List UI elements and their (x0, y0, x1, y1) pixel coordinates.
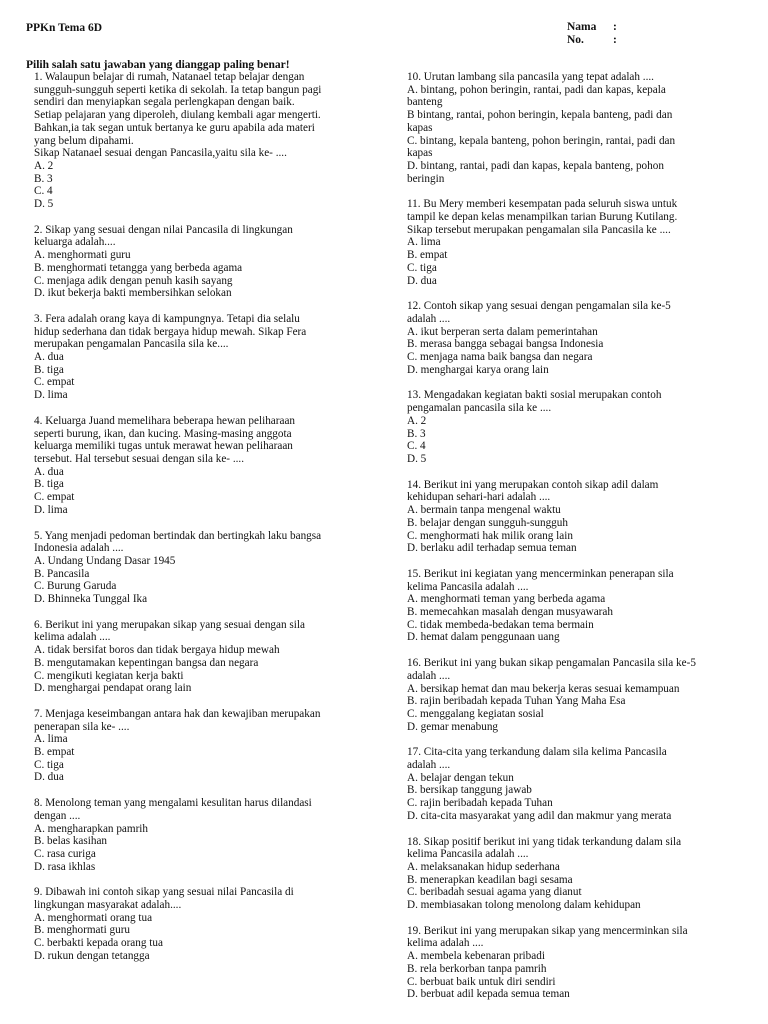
question-item (407, 568, 752, 644)
answer-option: A. ikut berperan serta dalam pemerintahan (407, 325, 598, 338)
answer-option: D. 5 (407, 452, 427, 465)
answer-option: C. empat (34, 376, 75, 389)
question-item (34, 530, 379, 606)
answer-option: C. tiga (34, 758, 64, 771)
answer-option: D. rukun dengan tetangga (34, 949, 150, 962)
answer-option: D. bintang, rantai, padi dan kapas, kepala banteng, pohon beringin (407, 159, 664, 185)
answer-option: C. mengikuti kegiatan kerja bakti (34, 669, 184, 682)
answer-option: C. empat (34, 491, 75, 504)
answer-option: B. mengutamakan kepentingan bangsa dan negara (34, 656, 259, 669)
answer-option: B. menghormati guru (34, 924, 131, 937)
answer-option: C. Burung Garuda (34, 580, 117, 593)
answer-option: C. menggalang kegiatan sosial (407, 707, 544, 720)
answer-option: D. hemat dalam penggunaan uang (407, 631, 560, 644)
question-item (34, 619, 379, 695)
answer-option: B. memecahkan masalah dengan musyawarah (407, 606, 613, 619)
answer-option: C. rasa curiga (34, 847, 96, 860)
answer-option: C. 4 (34, 185, 53, 198)
answer-option: B. menghormati tetangga yang berbeda agama (34, 261, 243, 274)
answer-option: D. dua (407, 274, 437, 287)
instruction: Pilih salah satu jawaban yang dianggap paling benar! (26, 59, 290, 71)
question-item (407, 389, 752, 465)
question-item (34, 224, 379, 300)
answer-option: A. Undang Undang Dasar 1945 (34, 554, 176, 567)
answer-option: A. bersikap hemat dan mau bekerja keras sesuai kemampuan (407, 682, 680, 695)
question-item (34, 708, 379, 784)
question-stem: 1. Walaupun belajar di rumah, Natanael tetap belajar dengan sungguh-sungguh seperti ketika di sekolah. Ia tetap bangun pagi sendiri dan menyiapkan segala perlengkapan dengan baik. Setiap pelajaran yang diperoleh, diulang kembali agar mengerti. Bahkan,ia tak segan untuk bertanya ke guru apabila ada materi yang belum dipahami. Sikap Natanael sesuai dengan Pancasila,yaitu sila ke- .... (34, 71, 322, 160)
answer-option: C. menjaga nama baik bangsa dan negara (407, 351, 593, 364)
student-info (567, 21, 617, 47)
question-stem: 2. Sikap yang sesuai dengan nilai Pancasila di lingkungan keluarga adalah.... (34, 223, 293, 249)
answer-option: A. menghormati guru (34, 249, 131, 262)
answer-option: D. membiasakan tolong menolong dalam kehidupan (407, 899, 641, 912)
answer-option: B. Pancasila (34, 567, 90, 580)
answer-option: A. dua (34, 465, 64, 478)
question-stem: 10. Urutan lambang sila pancasila yang tepat adalah .... (407, 71, 654, 83)
question-stem: 15. Berikut ini kegiatan yang mencerminkan penerapan sila kelima Pancasila adalah .... (407, 567, 674, 593)
question-stem: 14. Berikut ini yang merupakan contoh sikap adil dalam kehidupan sehari-hari adalah .... (407, 478, 659, 504)
answer-option: B. tiga (34, 363, 64, 376)
answer-option: B. merasa bangga sebagai bangsa Indonesia (407, 338, 604, 351)
answer-option: B. belas kasihan (34, 835, 108, 848)
answer-option: B. tiga (34, 478, 64, 491)
question-stem: 13. Mengadakan kegiatan bakti sosial merupakan contoh pengamalan pancasila sila ke .... (407, 389, 662, 415)
answer-option: B. rajin beribadah kepada Tuhan Yang Maha Esa (407, 695, 626, 708)
answer-option: D. lima (34, 389, 68, 402)
answer-option: B. menerapkan keadilan bagi sesama (407, 873, 573, 886)
answer-option: A. membela kebenaran pribadi (407, 950, 545, 963)
answer-option: D. cita-cita masyarakat yang adil dan makmur yang merata (407, 809, 672, 822)
answer-option: A. dua (34, 351, 64, 364)
question-stem: 4. Keluarga Juand memelihara beberapa hewan peliharaan seperti burung, ikan, dan kucing. Masing-masing anggota keluarga memiliki tugas untuk merawat hewan peliharaan tersebut. Hal tersebut sesuai dengan sila ke- .... (34, 414, 296, 465)
question-stem: 6. Berikut ini yang merupakan sikap yang sesuai dengan sila kelima adalah .... (34, 618, 305, 644)
answer-option: D. Bhinneka Tunggal Ika (34, 593, 148, 606)
question-stem: 5. Yang menjadi pedoman bertindak dan bertingkah laku bangsa Indonesia adalah .... (34, 529, 322, 555)
question-item (407, 746, 752, 822)
question-item (407, 479, 752, 555)
answer-option: D. ikut bekerja bakti membersihkan selokan (34, 287, 232, 300)
number-separator: : (613, 34, 617, 46)
answer-option: D. dua (34, 771, 64, 784)
answer-option: D. 5 (34, 198, 54, 211)
question-stem: 19. Berikut ini yang merupakan sikap yang mencerminkan sila kelima adalah .... (407, 924, 688, 950)
question-stem: 11. Bu Mery memberi kesempatan pada seluruh siswa untuk tampil ke depan kelas menampilkan tarian Burung Kutilang. Sikap tersebut merupakan pengamalan sila Pancasila ke .... (407, 198, 678, 236)
answer-option: D. menghargai pendapat orang lain (34, 682, 192, 695)
answer-option: A. tidak bersifat boros dan tidak bergaya hidup mewah (34, 644, 280, 657)
answer-option: C. 4 (407, 440, 426, 453)
answer-option: A. belajar dengan tekun (407, 771, 514, 784)
question-item (407, 300, 752, 376)
answer-option: B. bersikap tanggung jawab (407, 784, 532, 797)
answer-option: B. 3 (407, 427, 426, 440)
answer-option: C. tiga (407, 261, 437, 274)
answer-option: A. mengharapkan pamrih (34, 822, 149, 835)
name-label: Nama (567, 21, 597, 33)
question-item (34, 415, 379, 517)
worksheet-title: PPKn Tema 6D (26, 22, 103, 34)
question-item (34, 797, 379, 873)
answer-option: A. bermain tanpa mengenal waktu (407, 504, 561, 517)
answer-option: C. berbuat baik untuk diri sendiri (407, 975, 556, 988)
question-stem: 17. Cita-cita yang terkandung dalam sila kelima Pancasila adalah .... (407, 746, 667, 772)
name-separator: : (613, 21, 617, 33)
answer-option: B. 3 (34, 172, 53, 185)
answer-option: D. gemar menabung (407, 720, 499, 733)
answer-option: A. lima (407, 236, 441, 249)
answer-option: B bintang, rantai, pohon beringin, kepala banteng, padi dan kapas (407, 109, 673, 134)
answer-option: C. rajin beribadah kepada Tuhan (407, 797, 553, 810)
question-stem: 9. Dibawah ini contoh sikap yang sesuai nilai Pancasila di lingkungan masyarakat adalah.... (34, 886, 294, 912)
number-row (567, 34, 617, 47)
left-column (34, 71, 379, 976)
question-stem: 7. Menjaga keseimbangan antara hak dan kewajiban merupakan penerapan sila ke- .... (34, 707, 321, 733)
question-stem: 16. Berikut ini yang bukan sikap pengamalan Pancasila sila ke-5 adalah .... (407, 657, 696, 682)
answer-option: C. bintang, kepala banteng, pohon beringin, rantai, padi dan kapas (407, 134, 676, 160)
answer-option: A. menghormati orang tua (34, 911, 153, 924)
question-stem: 8. Menolong teman yang mengalami kesulitan harus dilandasi dengan .... (34, 797, 312, 822)
answer-option: D. berbuat adil kepada semua teman (407, 988, 570, 1001)
question-item (407, 71, 752, 185)
name-row (567, 21, 617, 34)
answer-option: B. empat (407, 249, 448, 262)
answer-option: A. menghormati teman yang berbeda agama (407, 593, 606, 606)
question-item (407, 836, 752, 912)
answer-option: C. menjaga adik dengan penuh kasih sayang (34, 274, 233, 287)
question-stem: 3. Fera adalah orang kaya di kampungnya. Tetapi dia selalu hidup sederhana dan tidak bergaya hidup mewah. Sikap Fera merupakan pengamalan Pancasila sila ke.... (34, 312, 307, 351)
answer-option: A. lima (34, 733, 68, 746)
answer-option: B. belajar dengan sungguh-sungguh (407, 516, 568, 529)
answer-option: C. tidak membeda-bedakan tema bermain (407, 618, 594, 631)
answer-option: A. melaksanakan hidup sederhana (407, 860, 560, 873)
answer-option: D. berlaku adil terhadap semua teman (407, 542, 577, 555)
question-item (34, 313, 379, 402)
answer-option: D. lima (34, 503, 68, 516)
answer-option: D. rasa ikhlas (34, 860, 96, 873)
answer-option: D. menghargai karya orang lain (407, 363, 549, 376)
answer-option: B. rela berkorban tanpa pamrih (407, 962, 547, 975)
answer-option: A. bintang, pohon beringin, rantai, padi dan kapas, kepala banteng (407, 83, 666, 109)
question-stem: 18. Sikap positif berikut ini yang tidak terkandung dalam sila kelima Pancasila adalah .... (407, 835, 682, 861)
answer-option: B. empat (34, 746, 75, 759)
answer-option: A. 2 (34, 159, 54, 172)
question-item (407, 925, 752, 1001)
question-item (34, 886, 379, 962)
question-item (34, 71, 379, 211)
question-item (407, 657, 752, 733)
question-stem: 12. Contoh sikap yang sesuai dengan pengamalan sila ke-5 adalah .... (407, 300, 671, 325)
answer-option: A. 2 (407, 414, 427, 427)
answer-option: C. berbakti kepada orang tua (34, 937, 163, 950)
answer-option: C. beribadah sesuai agama yang dianut (407, 886, 582, 899)
question-item (407, 198, 752, 287)
right-column (407, 71, 752, 1014)
answer-option: C. menghormati hak milik orang lain (407, 529, 573, 542)
number-label: No. (567, 34, 584, 46)
